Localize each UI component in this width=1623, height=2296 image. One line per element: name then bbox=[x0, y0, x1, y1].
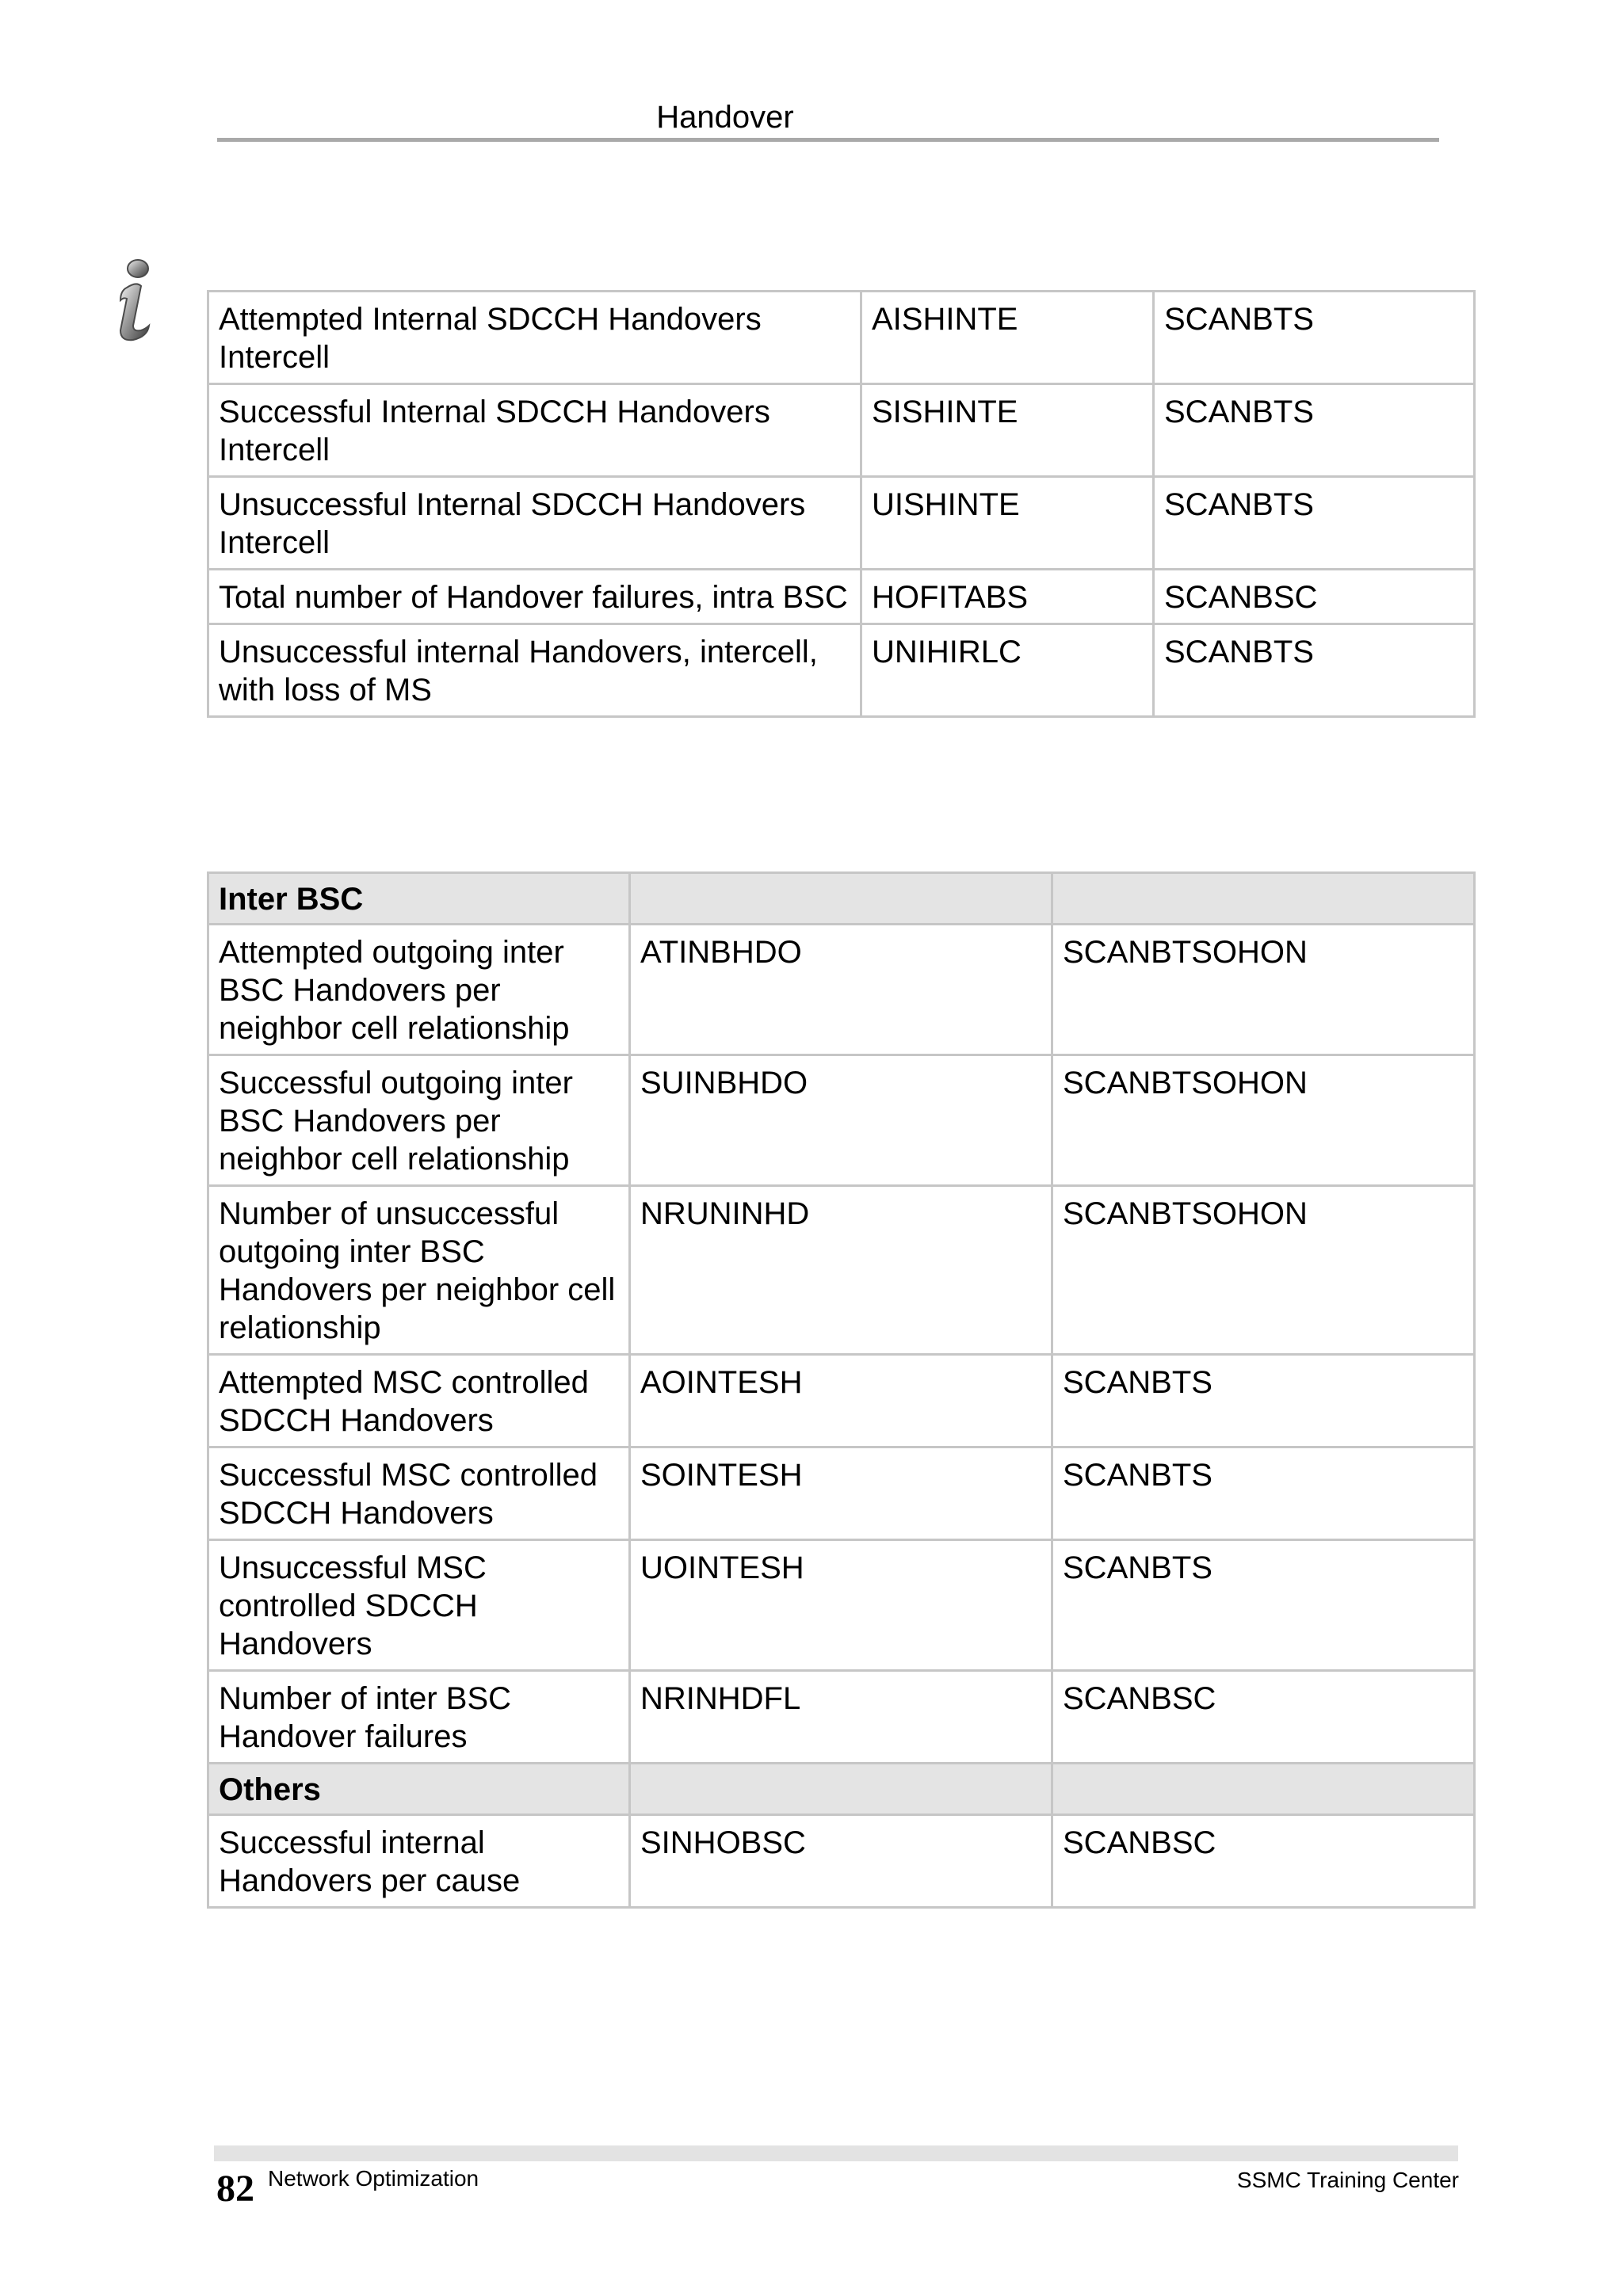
counter-object: SCANBTS bbox=[1052, 1540, 1475, 1671]
counter-description: Total number of Handover failures, intra BSC bbox=[208, 570, 861, 624]
section-empty-cell bbox=[630, 873, 1052, 925]
counter-description: Number of unsuccessful outgoing inter BSC Handovers per neighbor cell relationship bbox=[208, 1186, 630, 1355]
counter-abbreviation: NRUNINHD bbox=[630, 1186, 1052, 1355]
counter-object: SCANBTS bbox=[1052, 1355, 1475, 1447]
footer-organization: SSMC Training Center bbox=[1236, 2168, 1459, 2192]
counter-abbreviation: SINHOBSC bbox=[630, 1815, 1052, 1908]
counter-object: SCANBTS bbox=[1052, 1447, 1475, 1540]
counter-description: Successful MSC controlled SDCCH Handovers bbox=[208, 1447, 630, 1540]
counter-object: SCANBTS bbox=[1154, 384, 1475, 477]
inter-bsc-counter-table bbox=[207, 871, 1476, 1909]
table-row bbox=[208, 1447, 1475, 1540]
counter-description: Attempted outgoing inter BSC Handovers per neighbor cell relationship bbox=[208, 925, 630, 1055]
counter-abbreviation: UNIHIRLC bbox=[861, 624, 1154, 717]
counter-description: Unsuccessful internal Handovers, intercell, with loss of MS bbox=[208, 624, 861, 717]
info-icon bbox=[109, 257, 157, 345]
page-header-title: Handover bbox=[656, 100, 794, 135]
counter-abbreviation: AOINTESH bbox=[630, 1355, 1052, 1447]
table-row bbox=[208, 1186, 1475, 1355]
counter-description: Successful outgoing inter BSC Handovers per neighbor cell relationship bbox=[208, 1055, 630, 1186]
table-row bbox=[208, 1540, 1475, 1671]
table-row bbox=[208, 570, 1475, 624]
table-row bbox=[208, 1815, 1475, 1908]
table-row bbox=[208, 477, 1475, 570]
counter-object: SCANBTS bbox=[1154, 292, 1475, 384]
counter-abbreviation: AISHINTE bbox=[861, 292, 1154, 384]
section-header-row bbox=[208, 873, 1475, 925]
counter-object: SCANBTSOHON bbox=[1052, 1055, 1475, 1186]
table-row bbox=[208, 384, 1475, 477]
counter-object: SCANBTS bbox=[1154, 624, 1475, 717]
section-title-inter-bsc: Inter BSC bbox=[208, 873, 630, 925]
intra-bsc-counter-table bbox=[207, 290, 1476, 718]
counter-abbreviation: UISHINTE bbox=[861, 477, 1154, 570]
table-row bbox=[208, 292, 1475, 384]
counter-object: SCANBSC bbox=[1052, 1671, 1475, 1764]
counter-description: Attempted Internal SDCCH Handovers Intercell bbox=[208, 292, 861, 384]
counter-description: Attempted MSC controlled SDCCH Handovers bbox=[208, 1355, 630, 1447]
table-row bbox=[208, 624, 1475, 717]
table-row bbox=[208, 1671, 1475, 1764]
section-empty-cell bbox=[1052, 873, 1475, 925]
counter-object: SCANBTSOHON bbox=[1052, 925, 1475, 1055]
counter-abbreviation: UOINTESH bbox=[630, 1540, 1052, 1671]
counter-object: SCANBSC bbox=[1154, 570, 1475, 624]
counter-description: Successful Internal SDCCH Handovers Intercell bbox=[208, 384, 861, 477]
counter-object: SCANBTSOHON bbox=[1052, 1186, 1475, 1355]
table-row bbox=[208, 925, 1475, 1055]
table-row bbox=[208, 1055, 1475, 1186]
table-row bbox=[208, 1355, 1475, 1447]
footer-bar bbox=[214, 2145, 1458, 2161]
counter-object: SCANBTS bbox=[1154, 477, 1475, 570]
counter-abbreviation: HOFITABS bbox=[861, 570, 1154, 624]
footer-document-title: Network Optimization bbox=[268, 2166, 479, 2191]
section-title-others: Others bbox=[208, 1764, 630, 1815]
counter-abbreviation: SOINTESH bbox=[630, 1447, 1052, 1540]
counter-description: Successful internal Handovers per cause bbox=[208, 1815, 630, 1908]
counter-abbreviation: SUINBHDO bbox=[630, 1055, 1052, 1186]
section-header-row bbox=[208, 1764, 1475, 1815]
counter-description: Unsuccessful Internal SDCCH Handovers Intercell bbox=[208, 477, 861, 570]
header-divider bbox=[217, 138, 1439, 142]
counter-description: Number of inter BSC Handover failures bbox=[208, 1671, 630, 1764]
counter-abbreviation: NRINHDFL bbox=[630, 1671, 1052, 1764]
counter-abbreviation: SISHINTE bbox=[861, 384, 1154, 477]
page-number: 82 bbox=[216, 2168, 254, 2210]
counter-object: SCANBSC bbox=[1052, 1815, 1475, 1908]
section-empty-cell bbox=[1052, 1764, 1475, 1815]
counter-description: Unsuccessful MSC controlled SDCCH Handovers bbox=[208, 1540, 630, 1671]
section-empty-cell bbox=[630, 1764, 1052, 1815]
counter-abbreviation: ATINBHDO bbox=[630, 925, 1052, 1055]
